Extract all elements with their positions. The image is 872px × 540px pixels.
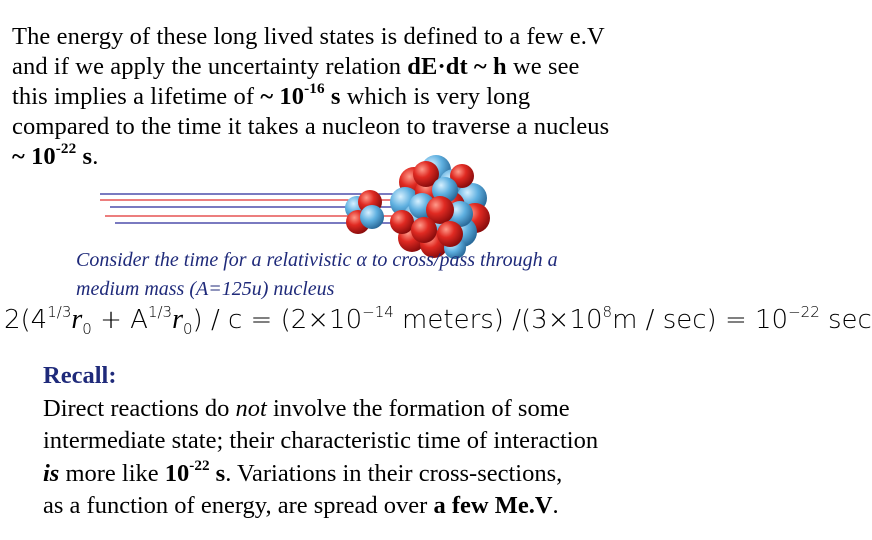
formula-exp-1: 1/3 — [47, 303, 72, 321]
uncertainty-relation: dE·dt ~ h — [407, 53, 507, 80]
formula-exp-4: 8 — [602, 303, 613, 321]
recall-heading-line — [43, 360, 713, 393]
recall-line-1-pre: Direct reactions do — [43, 394, 236, 422]
recall-line-4 — [43, 490, 713, 523]
consider-line-2: medium mass (A=125u) nucleus — [76, 278, 335, 300]
recall-line-3-post: . Variations in their cross-sections, — [225, 459, 563, 487]
recall-colon: : — [108, 362, 117, 389]
lifetime-value — [260, 80, 341, 110]
direct-time-unit: s — [209, 459, 226, 487]
formula-part-5: m / sec) = 10 — [612, 305, 789, 335]
alpha-particle — [345, 190, 384, 234]
formula-part-1: 2(4 — [4, 305, 48, 335]
formula-exp-3: −14 — [362, 303, 394, 321]
intro-line-1-text: The energy of these long lived states is defined to a few e.V — [12, 23, 605, 50]
nucleus-illustration — [100, 150, 500, 260]
intro-line-2 — [12, 52, 712, 82]
lifetime-exponent: -16 — [304, 80, 325, 98]
direct-time-exponent: -22 — [189, 456, 210, 474]
recall-line-3 — [43, 458, 713, 491]
formula-sub-2: 0 — [182, 320, 193, 338]
intro-line-5-post: . — [92, 143, 99, 170]
consider-line-1: Consider the time for a relativistic α to cross/pass through a — [76, 249, 558, 271]
lifetime-base: ~ 10 — [260, 83, 305, 110]
formula-part-4: meters) /(3×10 — [393, 305, 603, 335]
formula-sub-1: 0 — [82, 320, 92, 338]
recall-line-4-pre: as a function of energy, are spread over — [43, 492, 434, 519]
recall-line-4-post: . — [552, 492, 559, 519]
formula-r-2: r — [172, 304, 183, 335]
intro-line-4 — [12, 112, 712, 142]
direct-reaction-time — [164, 456, 226, 487]
traverse-exponent: -22 — [55, 140, 77, 158]
intro-line-3-post: which is very long — [340, 83, 531, 110]
formula-part-2: + A — [91, 305, 148, 335]
formula-part-3: ) / c = (2×10 — [192, 305, 363, 335]
formula-r-1: r — [71, 304, 83, 335]
recall-paragraph — [43, 360, 713, 523]
recall-line-1-post: involve the formation of some — [266, 394, 570, 422]
intro-line-1 — [12, 22, 712, 52]
formula-exp-5: −22 — [788, 303, 820, 321]
direct-time-base: 10 — [164, 459, 190, 487]
intro-line-2-pre: and if we apply the uncertainty relation — [12, 53, 408, 80]
recall-heading: Recall — [43, 362, 109, 389]
recall-line-1 — [43, 393, 713, 426]
recall-emphasis-not: not — [235, 394, 267, 422]
recall-line-3-mid: more like — [59, 459, 165, 487]
formula-part-6: sec — [819, 305, 872, 335]
traverse-time-value — [12, 140, 93, 170]
intro-line-4-text: compared to the time it takes a nucleon to traverse a nucleus — [12, 113, 610, 140]
formula-exp-2: 1/3 — [147, 303, 173, 321]
recall-emphasis-is: is — [43, 459, 60, 487]
crossing-time-equation — [4, 300, 872, 343]
consider-note — [76, 246, 676, 304]
nucleus-cluster — [390, 155, 490, 259]
recall-line-2 — [43, 425, 713, 458]
intro-line-3 — [12, 82, 712, 112]
lifetime-unit: s — [324, 83, 341, 110]
intro-line-2-post: we see — [506, 53, 580, 80]
traverse-base: ~ 10 — [12, 143, 56, 170]
recall-line-2-text: intermediate state; their characteristic time of interaction — [43, 427, 599, 454]
traverse-unit: s — [76, 143, 93, 170]
energy-spread-value: a few Me.V — [433, 492, 553, 519]
intro-line-3-pre: this implies a lifetime of — [12, 83, 261, 110]
